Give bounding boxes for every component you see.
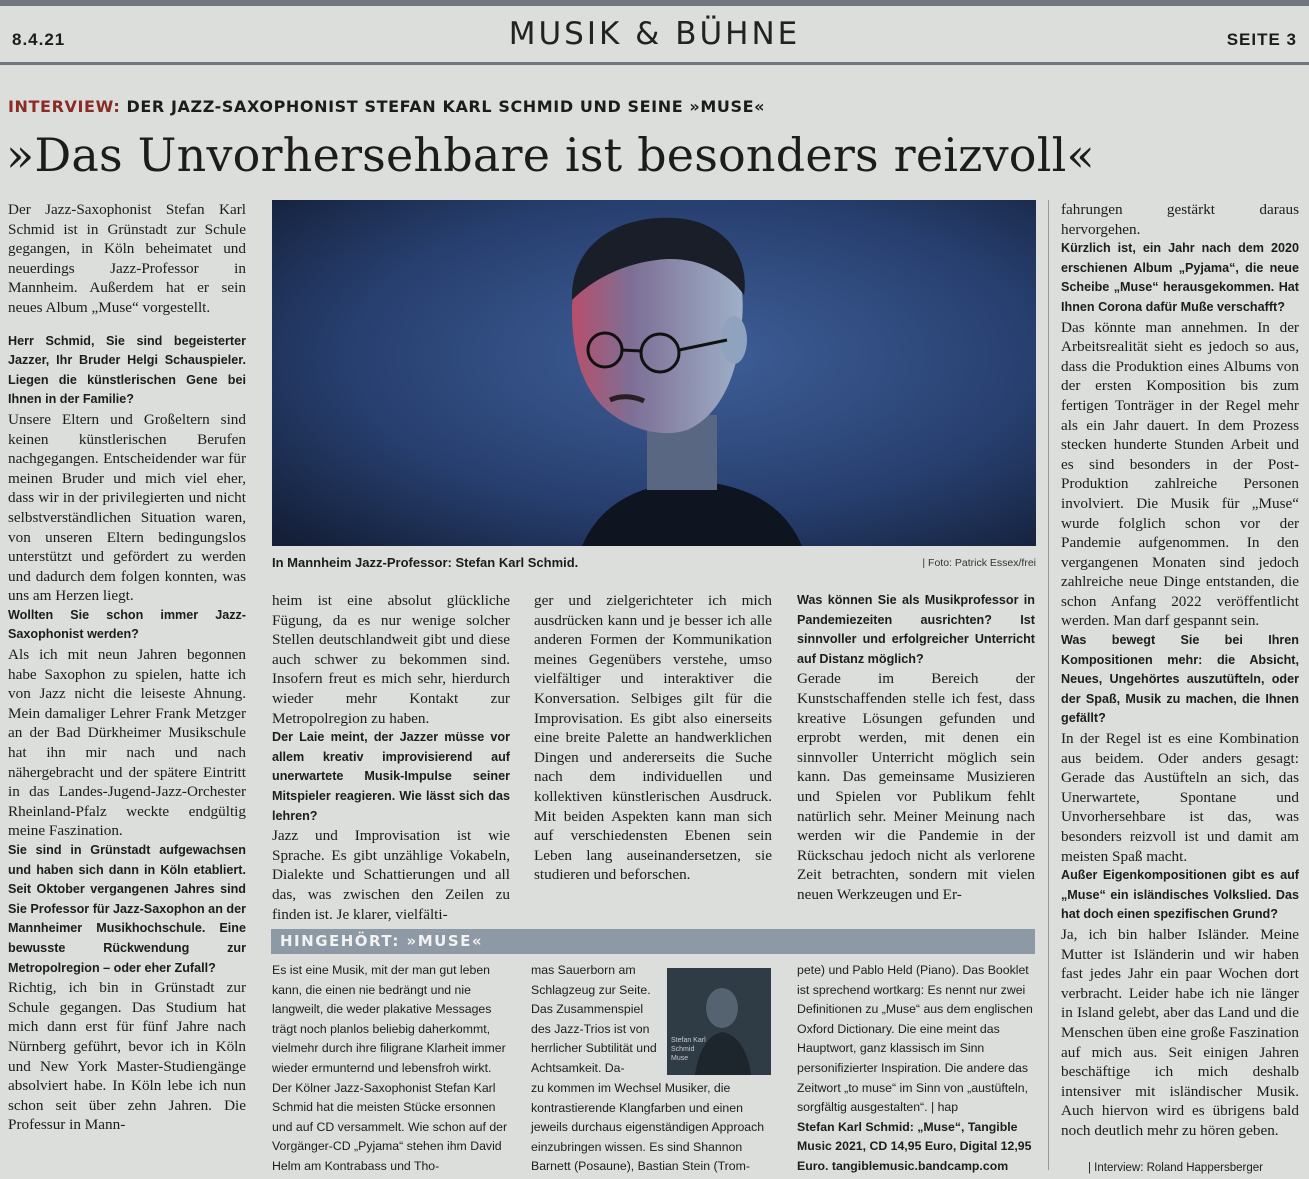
article-column-1 xyxy=(8,200,246,1135)
review-column-3 xyxy=(797,961,1035,1177)
kicker-label: INTERVIEW: xyxy=(8,97,121,116)
interview-question: Außer Eigenkompositionen gibt es auf „Muse“ ein isländisches Volkslied. Das hat doch einen spezifischen Grund? xyxy=(1061,868,1299,922)
interview-answer: ger und zielgerichteter ich mich ausdrücken kann und je besser ich alle anderen Formen der Kommunikation meines Gegenübers verstehe, umso vielfältiger und interaktiver die Konversation. Selbiges gilt für die Improvisation. Es gibt also einerseits eine breite Palette an handwerklichen Dingen und andererseits die Suche nach dem individuellen und kollektiven künstlerischen Ausdruck. Mit beiden Aspekten kann man sich auf verschiedensten Ebenen sein Leben lang auseinandersetzen, sie studieren und beforschen. xyxy=(534,592,772,884)
interviewer-credit: | Interview: Roland Happersberger xyxy=(1088,1162,1263,1174)
kicker-text: DER JAZZ-SAXOPHONIST STEFAN KARL SCHMID UND SEINE »MUSE« xyxy=(126,97,766,116)
article-column-5 xyxy=(1061,200,1299,1141)
interview-question: Wollten Sie schon immer Jazz-Saxophonist werden? xyxy=(8,607,246,642)
review-text-2-top: mas Sauerborn am Schlagzeug zur Seite. Das Zusammenspiel des Jazz-Trios ist von herrlicher Subtilität und Achtsamkeit. Da- xyxy=(531,963,657,1075)
interview-question: Kürzlich ist, ein Jahr nach dem 2020 erschienen Album „Pyjama“, die neue Scheibe „Muse“ herausgekommen. Hat Ihnen Corona dafür Muße verschafft? xyxy=(1061,241,1299,314)
interview-answer: heim ist eine absolut glückliche Fügung, da es nur wenige solcher Stellen deutschlandweit gibt und diese auch schwer zu bekommen sind. Insofern freut es mich sehr, hierdurch wieder mehr Kontakt zur Metropolregion zu haben. xyxy=(272,592,510,727)
page-number: SEITE 3 xyxy=(1226,30,1297,49)
photo-credit: | Foto: Patrick Essex/frei xyxy=(922,557,1036,569)
header-rule xyxy=(0,62,1309,65)
interview-answer: Unsere Eltern und Großeltern sind keinen künstlerischen Berufen nachgegangen. Entscheidender war für meinen Bruder und mich viel eher, dass wir in der privilegierten und nicht selbstverständlichen Situation waren, von unseren Eltern bedingungslos unterstützt und gefördert zu werden und dadurch dem folgen konnten, was uns am Herzen liegt. xyxy=(8,410,246,605)
article-column-3 xyxy=(534,591,772,885)
interview-question: Herr Schmid, Sie sind begeisterter Jazzer, Ihr Bruder Helgi Schauspieler. Liegen die künstlerischen Gene bei Ihnen in der Familie? xyxy=(8,333,246,407)
review-text-3: pete) und Pablo Held (Piano). Das Booklet ist sprechend wortkarg: Es nennt nur zwei Definitionen zu „Muse“ aus dem englischen Oxford Dictionary. Die eine meint das Hauptwort, ganz klassisch im Sinn personifizierter Inspiration. Die andere das Zeitwort „to muse“ im Sinn von „austüfteln, sorgfältig ausgestalten“. | hap xyxy=(797,963,1033,1115)
interview-answer: Der Jazz-Saxophonist Stefan Karl Schmid ist in Grünstadt zur Schule gegangen, in Köln beheimatet und neuerdings Jazz-Professor in Mannheim. Außerdem hat er sein neues Album „Muse“ vorgestellt. xyxy=(8,201,246,316)
article-column-2 xyxy=(272,591,510,924)
top-bar xyxy=(0,0,1309,6)
review-column-2-top xyxy=(531,961,661,1079)
interview-answer: Ja, ich bin halber Isländer. Meine Mutter ist Isländerin und wir haben fast jedes Jahr ein paar Wochen dort verbracht. Leider habe ich nie länger in Island gelebt, aber das Land und die Menschen üben eine große Faszination auf mich aus. Seit einigen Jahren beschäftige ich mich deshalb intensiver mit isländischer Musik. Auch hiervon wird es übrigens bald noch deutlich mehr zu hören geben. xyxy=(1061,925,1299,1139)
paragraph-gap xyxy=(8,318,246,332)
interview-question: Der Laie meint, der Jazzer müsse vor allem kreativ improvisierend auf unerwartete Musik-Impulse seiner Mitspieler reagieren. Wie lässt sich das lehren? xyxy=(272,730,510,823)
interview-answer: Gerade im Bereich der Kunstschaffenden stelle ich fest, dass kreative Lösungen gefunden und erprobt werden, mit denen ein sinnvoller Unterricht möglich sein kann. Das gemeinsame Musizieren und Spielen vor Publikum fehlt natürlich sehr. Meiner Meinung nach werden wir die Pandemie in der Rückschau jedoch nicht als verlorene Zeit betrachten, sondern mit vielen neuen Werkzeugen und Er- xyxy=(797,670,1035,903)
interview-answer: Richtig, ich bin in Grünstadt zur Schule gegangen. Das Studium hat mich dann erst für fünf Jahre nach Nürnberg geführt, bevor ich in Köln und New York Master-Studiengänge absolviert habe. In Köln lebe ich nun schon seit über zehn Jahren. Die Professur in Mann- xyxy=(8,979,246,1134)
album-cover xyxy=(667,968,771,1075)
portrait-photo xyxy=(272,200,1036,546)
headline: »Das Unvorhersehbare ist besonders reizvoll« xyxy=(6,128,1095,182)
interview-question: Sie sind in Grünstadt aufgewachsen und haben sich dann in Köln etabliert. Seit Oktober vergangenen Jahres sind Sie Professor für Jazz-Saxophon an der Mannheimer Musikhochschule. Eine bewusste Rückwendung zur Metropolregion – oder eher Zufall? xyxy=(8,843,246,975)
column-divider xyxy=(1048,200,1049,1170)
interview-answer: In der Regel ist es eine Kombination aus beidem. Oder anders gesagt: Gerade das Austüfteln an sich, das Unerwartete, Spontane und Unvorhersehbare ist das, was besonders reizvoll ist und damit am meisten Spaß macht. xyxy=(1061,730,1299,865)
album-info: Stefan Karl Schmid: „Muse“, Tangible Music 2021, CD 14,95 Euro, Digital 12,95 Euro. tangiblemusic.bandcamp.com xyxy=(797,1119,1032,1173)
section-title: MUSIK & BÜHNE xyxy=(508,16,801,52)
interview-answer: Als ich mit neun Jahren begonnen habe Saxophon zu spielen, hatte ich von Jazz nicht die leiseste Ahnung. Mein damaliger Lehrer Frank Metzger an der Bad Dürkheimer Musikschule hat ihn mir nach und nach nähergebracht und der spätere Eintritt in das Landes-Jugend-Jazz-Orchester Rheinland-Pfalz weckte endgültig meine Faszination. xyxy=(8,646,246,840)
photo-caption: In Mannheim Jazz-Professor: Stefan Karl Schmid. xyxy=(272,555,579,570)
interview-answer: Jazz und Improvisation ist wie Sprache. Es gibt unzählige Vokabeln, Dialekte und Schattierungen und all das, was zwischen den Zeilen zu finden ist. Je klarer, vielfälti- xyxy=(272,827,510,923)
interview-question: Was können Sie als Musikprofessor in Pandemiezeiten ausrichten? Ist sinnvoller und erfolgreicher Unterricht auf Distanz möglich? xyxy=(797,593,1035,666)
article-column-4 xyxy=(797,591,1035,905)
interview-answer: Das könnte man annehmen. In der Arbeitsrealität sieht es jedoch so aus, dass die Produktion eines Albums von der ersten Komposition bis zum fertigen Tonträger in der Regel mehr als ein Jahr dauert. In dem Prozess stecken hunderte Stunden Arbeit und es sind besonders in der Post-Produktion zahlreiche Personen involviert. Die Musik für „Muse“ wurde folglich schon vor der Pandemie aufgenommen. In den vergangenen Monaten sind jedoch zahlreiche neue Dinge entstanden, die schon Anfang 2022 veröffentlicht werden. Man darf gespannt sein. xyxy=(1061,318,1299,630)
review-column-1 xyxy=(272,961,510,1177)
review-text-2-bottom: zu kommen im Wechsel Musiker, die kontrastierende Klangfarben und einen jeweils durchaus eigenständigen Approach einzubringen wissen. Es sind Shannon Barnett (Posaune), Bastian Stein (Trom- xyxy=(531,1081,765,1174)
interview-question: Was bewegt Sie bei Ihren Kompositionen mehr: die Absicht, Neues, Ungehörtes auszutüfteln, oder der Spaß, Musik zu machen, die Ihnen gefällt? xyxy=(1061,633,1299,726)
review-box-title: HINGEHÖRT: »MUSE« xyxy=(280,932,484,950)
issue-date: 8.4.21 xyxy=(12,30,66,49)
review-text-1: Es ist eine Musik, mit der man gut leben kann, die einen nie bedrängt und nie langweilt, die weder plakative Messages trägt noch planlos beliebig daherkommt, vielmehr durch ihre filigrane Klarheit immer wieder ermunternd und lebensfroh wirkt. Der Kölner Jazz-Saxophonist Stefan Karl Schmid hat die meisten Stücke ersonnen und auf CD versammelt. Wie schon auf der Vorgänger-CD „Pyjama“ stehen ihm David Helm am Kontrabass und Tho- xyxy=(272,963,508,1173)
kicker xyxy=(8,97,765,116)
review-column-2-bottom xyxy=(531,1079,771,1177)
album-cover-text: Stefan Karl Schmid Muse xyxy=(671,1037,706,1062)
portrait-illustration xyxy=(272,200,1036,546)
interview-answer: fahrungen gestärkt daraus hervorgehen. xyxy=(1061,201,1299,238)
